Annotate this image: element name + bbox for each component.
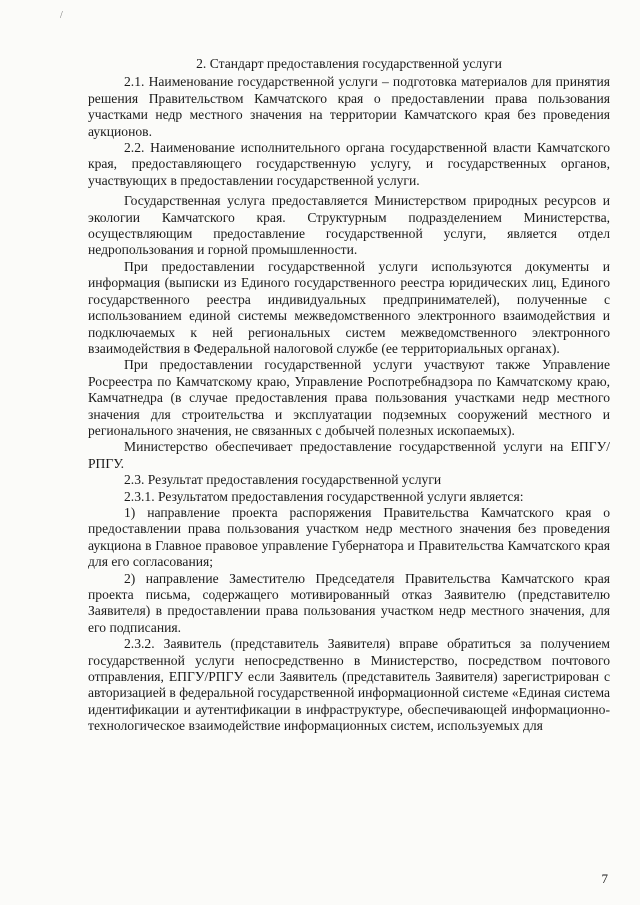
paragraph-2-3: 2.3. Результат предоставления государственной услуги <box>124 472 442 488</box>
paragraph-participants: При предоставлении государственной услуги участвуют также Управление Росреестра по Камчатскому краю, Управление Роспотребнадзора по Камчатскому краю, Камчатнедра (в случае предоставления права пользования участками недр местного значения для строительства и эксплуатации подземных сооружений местного и регионального значения, не связанных с добычей полезных ископаемых). <box>88 357 610 438</box>
paragraph-2-2: 2.2. Наименование исполнительного органа государственной власти Камчатского края, предоставляющего государственную услугу, и государственных органов, участвующих в предоставлении государственной услуги. <box>88 140 610 188</box>
paragraph-2-3-1: 2.3.1. Результатом предоставления государственной услуги является: <box>124 488 524 504</box>
page-content <box>88 56 610 735</box>
paragraph-epgu: Министерство обеспечивает предоставление государственной услуги на ЕПГУ/РПГУ. <box>88 439 610 471</box>
paragraph-2-1: 2.1. Наименование государственной услуги – подготовка материалов для принятия решения Правительством Камчатского края о предоставлении права пользования участками недр местного значения на территории Камчатского края без проведения аукционов. <box>88 74 610 139</box>
corner-mark: / <box>60 10 63 21</box>
paragraph-documents: При предоставлении государственной услуги используются документы и информация (выписки из Единого государственного реестра юридических лиц, Единого государственного реестра индивидуальных предпринимателей), полученные с использованием единой системы межведомственного электронного взаимодействия и подключаемых к ней региональных систем межведомственного электронного взаимодействия в Федеральной налоговой службе (ее территориальных органах). <box>88 258 610 356</box>
page-number: 7 <box>601 871 608 886</box>
paragraph-result-2: 2) направление Заместителю Председателя Правительства Камчатского края проекта письма, содержащего мотивированный отказ Заявителю (представителю Заявителя) в предоставлении права пользования участком недр местного значения, для его подписания. <box>88 570 610 635</box>
paragraph-result-1: 1) направление проекта распоряжения Правительства Камчатского края о предоставлении права пользования участком недр местного значения без проведения аукциона в Главное правовое управление Губернатора и Правительства Камчатского края для его согласования; <box>88 504 610 570</box>
paragraph-ministry: Государственная услуга предоставляется Министерством природных ресурсов и экологии Камчатского края. Структурным подразделением Министерства, осуществляющим предоставление государственной услуги, является отдел недропользования и горной промышленности. <box>88 193 610 258</box>
paragraph-2-3-2: 2.3.2. Заявитель (представитель Заявителя) вправе обратиться за получением государственной услуги непосредственно в Министерство, посредством почтового отправления, ЕПГУ/РПГУ если Заявитель (представитель Заявителя) зарегистрирован с авторизацией в федеральной государственной информационной системе «Единая система идентификации и аутентификации в инфраструктуре, обеспечивающей информационно-технологическое взаимодействие информационных систем, используемых для <box>88 636 610 734</box>
section-heading: 2. Стандарт предоставления государственной услуги <box>196 56 502 71</box>
